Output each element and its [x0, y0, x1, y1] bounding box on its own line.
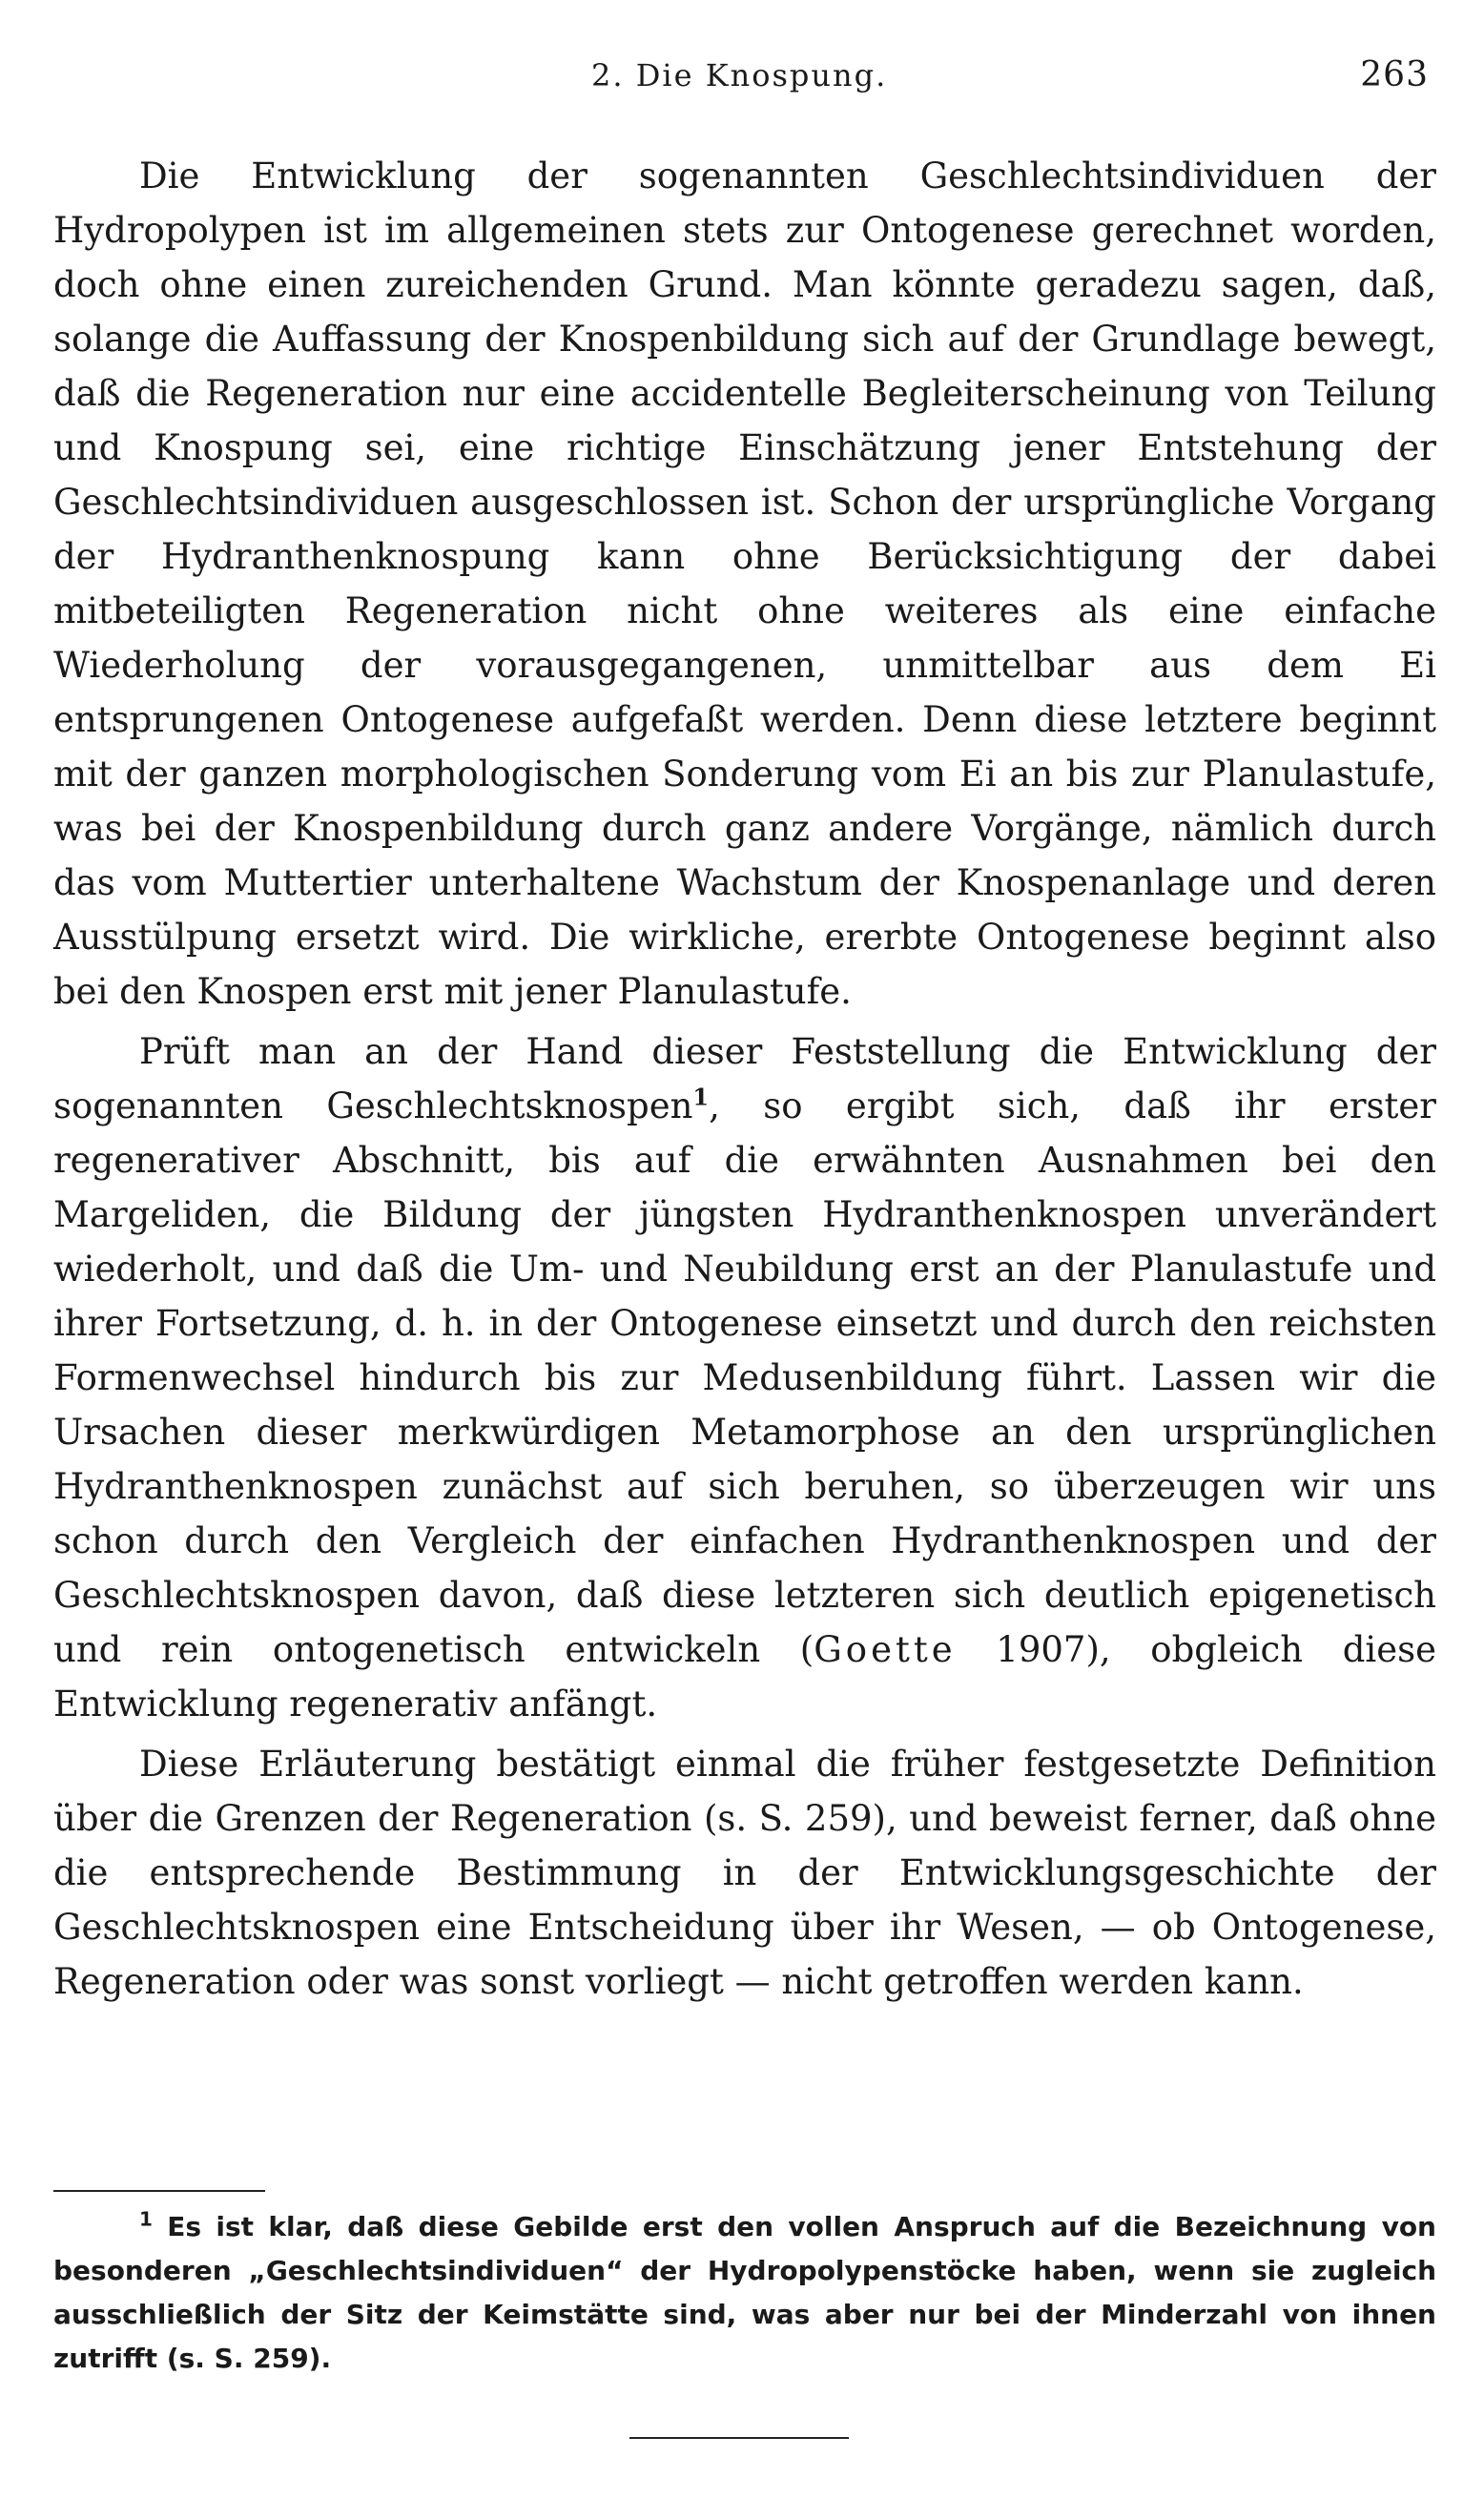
paragraph-3: Diese Erläuterung bestätigt einmal die früher festgesetzte Definition über die Grenzen der Regeneration (s. S. 259), und beweist ferner, daß ohne die entsprechende Bestimmung in der Entwicklungsgeschichte der Geschlechtsknospen eine Entscheidung über ihr Wesen, — ob Ontogenese, Regeneration oder was sonst vorliegt — nicht getroffen werden kann. [53, 1744, 1436, 2002]
running-title: 2. Die Knospung. [591, 57, 888, 93]
footnote [53, 2205, 1436, 2381]
paragraph-2-part-3: 1907), obgleich diese Entwicklung regenerativ anfängt. [53, 1629, 1437, 1725]
paragraph-2-part-1: Prüft man an der Hand dieser Feststellung die Entwicklung der sogenannten Geschlechtsknospen [53, 1031, 1436, 1126]
page-header [57, 50, 1450, 107]
main-text [53, 149, 1436, 2009]
bottom-rule [629, 2437, 849, 2439]
page-number: 263 [1360, 55, 1429, 94]
footnote-reference: 1 [692, 1083, 710, 1111]
paragraph-2 [53, 1024, 1436, 1731]
footnote-paragraph [53, 2205, 1436, 2381]
paragraph-1: Die Entwicklung der sogenannten Geschlechtsindividuen der Hydropolypen ist im allgemeinen stets zur Ontogenese gerechnet worden, doch ohne einen zureichenden Grund. Man könnte geradezu sagen, daß, solange die Auffassung der Knospenbildung sich auf der Grundlage bewegt, daß die Regeneration nur eine accidentelle Begleiterscheinung von Teilung und Knospung sei, eine richtige Einschätzung jener Entstehung der Geschlechtsindividuen ausgeschlossen ist. Schon der ursprüngliche Vorgang der Hydranthenknospung kann ohne Berücksichtigung der dabei mitbeteiligten Regeneration nicht ohne weiteres als eine einfache Wiederholung der vorausgegangenen, unmittelbar aus dem Ei entsprungenen Ontogenese aufgefaßt werden. Denn diese letztere beginnt mit der ganzen morphologischen Sonderung vom Ei an bis zur Planulastufe, was bei der Knospenbildung durch ganz andere Vorgänge, nämlich durch das vom Muttertier unterhaltene Wachstum der Knospenanlage und deren Ausstülpung ersetzt wird. Die wirkliche, ererbte Ontogenese beginnt also bei den Knospen erst mit jener Planulastufe. [53, 155, 1436, 1012]
footnote-marker: 1 [139, 2207, 153, 2231]
footnote-text: Es ist klar, daß diese Gebilde erst den vollen Anspruch auf die Bezeichnung von besonderen „Geschlechtsindividuen“ der Hydropolypenstöcke haben, wenn sie zugleich ausschließlich der Sitz der Keimstätte sind, was aber nur bei der Minderzahl von ihnen zutrifft (s. S. 259). [53, 2211, 1436, 2374]
footnote-separator [53, 2190, 265, 2192]
author-citation: Goette [814, 1629, 957, 1670]
paragraph-2-part-2: , so ergibt sich, daß ihr erster regenerativer Abschnitt, bis auf die erwähnten Ausnahmen bei den Margeliden, die Bildung der jüngsten Hydranthenknospen unverändert wiederholt, und daß die Um- und Neubildung erst an der Planulastufe und ihrer Fortsetzung, d. h. in der Ontogenese einsetzt und durch den reichsten Formenwechsel hindurch bis zur Medusenbildung führt. Lassen wir die Ursachen dieser merkwürdigen Metamorphose an den ursprünglichen Hydranthenknospen zunächst auf sich beruhen, so überzeugen wir uns schon durch den Vergleich der einfachen Hydranthenknospen und der Geschlechtsknospen davon, daß diese letzteren sich deutlich epigenetisch und rein ontogenetisch entwickeln ( [53, 1085, 1436, 1670]
